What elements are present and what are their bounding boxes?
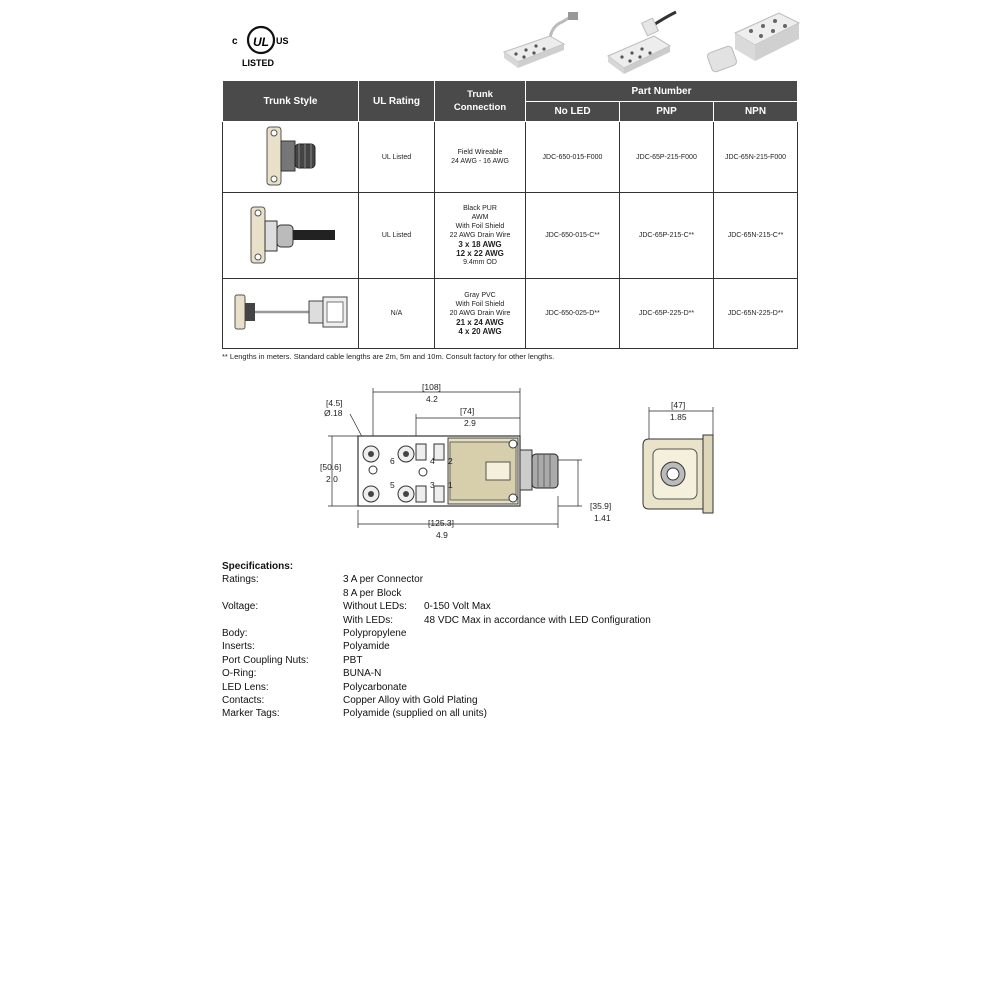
- inserts-label: Inserts:: [222, 641, 255, 653]
- port-label-1: 1: [448, 480, 453, 490]
- dim-height-mm: [50.6]: [320, 462, 342, 472]
- conn-line: AWM: [471, 214, 489, 221]
- conn-line: Gray PVC: [464, 292, 496, 299]
- voltage-label: Voltage:: [222, 601, 259, 613]
- contacts-label: Contacts:: [222, 695, 265, 706]
- part-number-pnp: JDC-65P-215-F000: [620, 122, 714, 193]
- led-lens-label: LED Lens:: [222, 681, 269, 693]
- product-photo-pvc-cable: [695, 5, 805, 80]
- conn-line-bold: 12 x 22 AWG: [456, 249, 504, 258]
- header-trunk-connection: [435, 81, 526, 122]
- dim-offset-in: 1.41: [594, 513, 611, 523]
- voltage-with-leds-value: 48 VDC Max in accordance with LED Configuration: [424, 614, 651, 626]
- part-number-pnp: JDC-65P-225-D**: [620, 279, 714, 349]
- header-pnp: PNP: [620, 102, 714, 122]
- dim-overall-mm: [125.3]: [428, 518, 454, 528]
- conn-line-bold: 21 x 24 AWG: [456, 318, 504, 327]
- conn-line: With Foil Shield: [455, 301, 505, 308]
- dim-width-in: 4.2: [426, 394, 438, 404]
- trunk-style-image: [223, 122, 359, 193]
- dim-depth-in: 1.85: [670, 412, 687, 422]
- voltage-without-leds-value: 0-150 Volt Max: [424, 601, 491, 613]
- o-ring-value: BUNA-N: [343, 668, 382, 680]
- dim-hole-in: Ø.18: [324, 408, 343, 418]
- dim-offset-mm: [35.9]: [590, 501, 612, 511]
- ul-logo-c: c: [232, 36, 238, 47]
- ul-listed-logo: [230, 22, 292, 70]
- conn-line: Field Wireable: [457, 149, 503, 156]
- front-dimension-drawing: [310, 378, 640, 548]
- port-label-4: 4: [430, 456, 435, 466]
- part-number-npn: JDC-65N-215-F000: [714, 122, 798, 193]
- contacts-value: Copper Alloy with Gold Plating: [343, 695, 478, 706]
- coupling-nuts-value: PBT: [343, 654, 363, 666]
- o-ring-label: O-Ring:: [222, 668, 257, 680]
- dim-inner-mm: [74]: [460, 406, 475, 416]
- part-number-npn: JDC-65N-215-C**: [714, 193, 798, 279]
- header-part-number: Part Number: [526, 81, 798, 102]
- body-value: Polypropylene: [343, 628, 407, 639]
- ul-rating-cell: UL Listed: [359, 122, 435, 193]
- table-row: [223, 279, 798, 349]
- dim-hole-mm: [4.5]: [326, 398, 343, 408]
- coupling-nuts-label: Port Coupling Nuts:: [222, 654, 309, 666]
- header-no-led: No LED: [526, 102, 620, 122]
- side-dimension-drawing: [635, 395, 725, 520]
- conn-line-bold: 3 x 18 AWG: [458, 240, 502, 249]
- trunk-connection-cell: [435, 122, 526, 193]
- ratings-label: Ratings:: [222, 574, 259, 586]
- port-label-6: 6: [390, 456, 395, 466]
- product-photo-field-wireable: [490, 8, 590, 78]
- conn-line: 20 AWG Drain Wire: [449, 310, 511, 317]
- dim-width-mm: [108]: [422, 382, 441, 392]
- trunk-connection-cell: [435, 279, 526, 349]
- conn-line: With Foil Shield: [455, 223, 505, 230]
- cable-length-footnote: ** Lengths in meters. Standard cable lengths are 2m, 5m and 10m. Consult factory for other lengths.: [222, 352, 555, 361]
- ul-logo-listed: LISTED: [242, 58, 275, 68]
- dim-inner-in: 2.9: [464, 418, 476, 428]
- trunk-style-image: [223, 193, 359, 279]
- trunk-style-image: [223, 279, 359, 349]
- part-number-npn: JDC-65N-225-D**: [714, 279, 798, 349]
- inserts-value: Polyamide: [343, 641, 390, 653]
- conn-line: Black PUR: [463, 205, 497, 212]
- port-label-5: 5: [390, 480, 395, 490]
- body-label: Body:: [222, 628, 248, 639]
- ul-rating-cell: N/A: [359, 279, 435, 349]
- marker-tags-label: Marker Tags:: [222, 708, 280, 720]
- header-trunk-style: Trunk Style: [223, 81, 359, 122]
- port-label-3: 3: [430, 480, 435, 490]
- ul-rating-cell: UL Listed: [359, 193, 435, 279]
- conn-line: 22 AWG Drain Wire: [449, 232, 511, 239]
- conn-line: 24 AWG - 16 AWG: [451, 158, 509, 165]
- dim-overall-in: 4.9: [436, 530, 448, 540]
- conn-line-bold: 4 x 20 AWG: [458, 327, 502, 336]
- ratings-value-1: 3 A per Connector: [343, 574, 424, 586]
- led-lens-value: Polycarbonate: [343, 681, 407, 693]
- pur-cable-connector-image: [241, 199, 341, 269]
- ratings-value-2: 8 A per Block: [343, 587, 402, 599]
- pvc-cable-connector-image: [229, 287, 353, 337]
- voltage-with-leds-label: With LEDs:: [343, 614, 394, 626]
- dim-depth-mm: [47]: [671, 400, 686, 410]
- table-row: [223, 193, 798, 279]
- header-trunk-connection-line2: Connection: [453, 102, 507, 113]
- part-number-no-led: JDC-650-025-D**: [526, 279, 620, 349]
- product-photo-pur-cable: [600, 8, 690, 78]
- header-ul-rating: UL Rating: [359, 81, 435, 122]
- part-number-pnp: JDC-65P-215-C**: [620, 193, 714, 279]
- voltage-without-leds-label: Without LEDs:: [343, 601, 407, 613]
- specifications-section: [222, 560, 782, 730]
- field-wireable-connector-image: [261, 123, 321, 189]
- marker-tags-value: Polyamide (supplied on all units): [343, 708, 487, 720]
- trunk-connection-cell: [435, 193, 526, 279]
- ul-logo-us: US: [276, 36, 289, 46]
- port-label-2: 2: [448, 456, 453, 466]
- table-row: [223, 122, 798, 193]
- part-number-no-led: JDC-650-015-C**: [526, 193, 620, 279]
- part-number-table: [222, 80, 798, 349]
- part-number-no-led: JDC-650-015-F000: [526, 122, 620, 193]
- header-npn: NPN: [714, 102, 798, 122]
- ul-logo-ul: UL: [253, 35, 269, 49]
- specs-title: Specifications:: [222, 561, 294, 572]
- header-trunk-connection-line1: Trunk: [467, 89, 493, 100]
- conn-line: 9.4mm OD: [463, 259, 497, 266]
- dim-height-in: 2.0: [326, 474, 338, 484]
